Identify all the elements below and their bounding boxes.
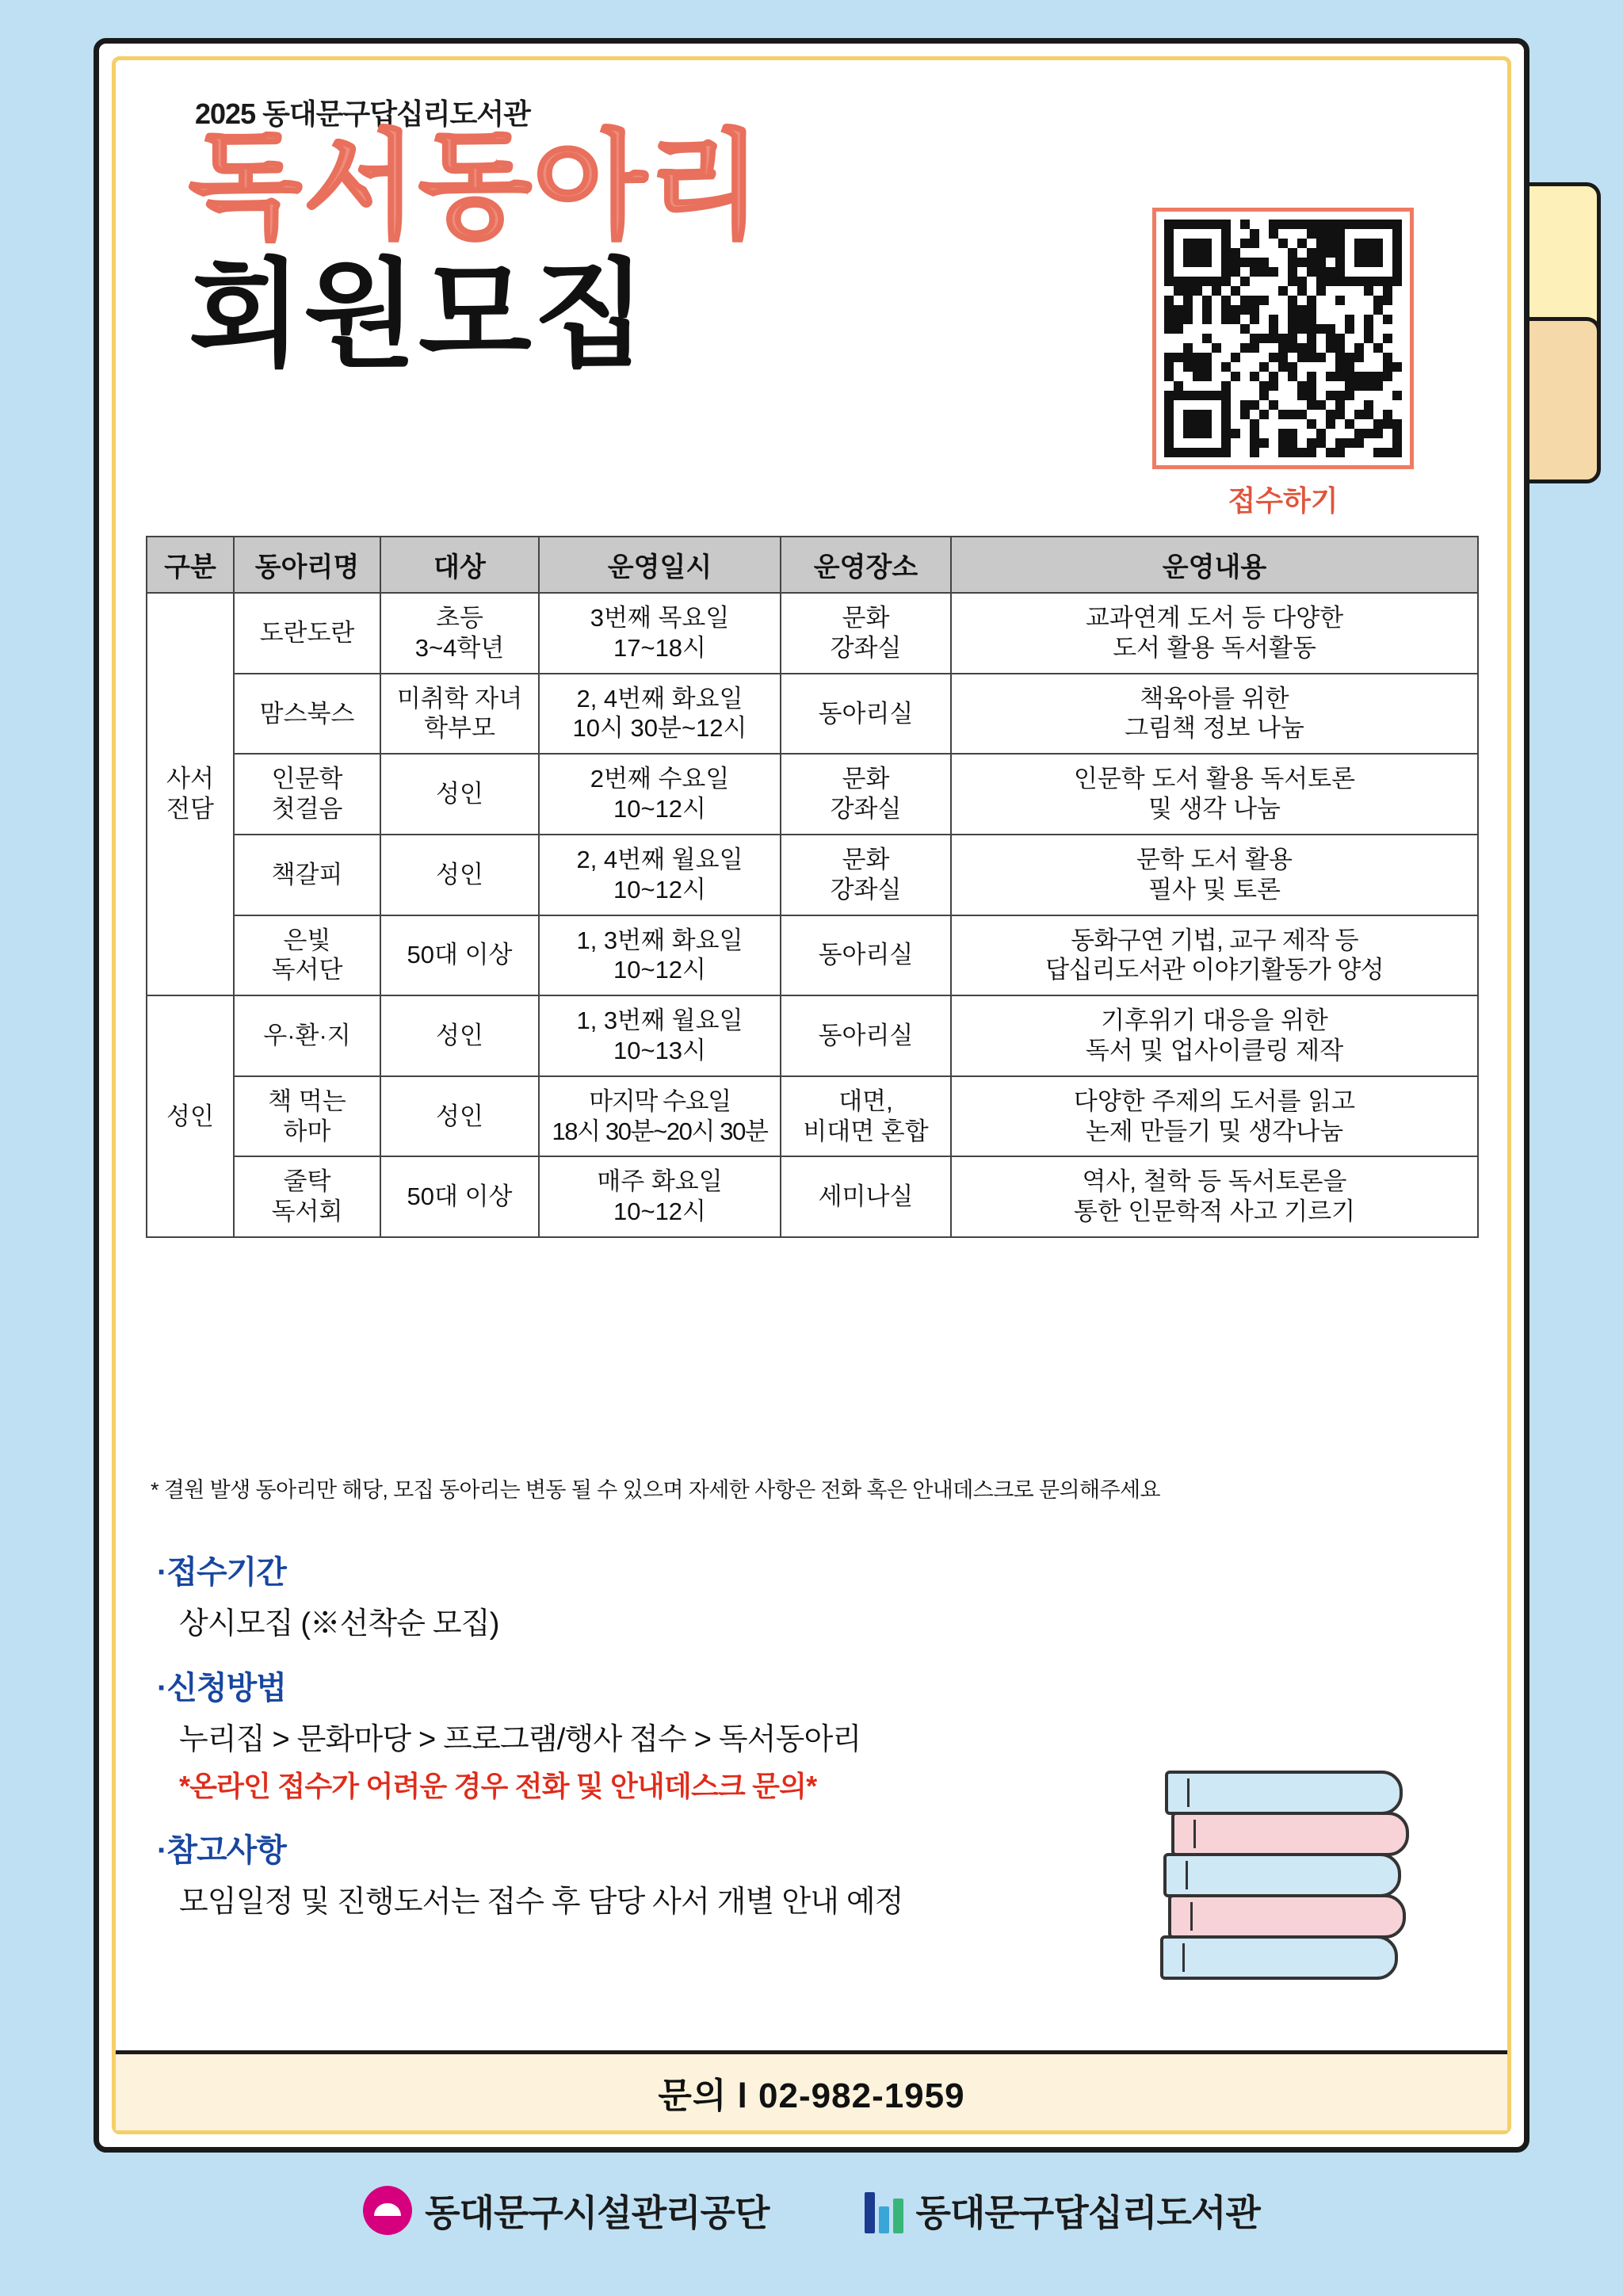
- info-body: 모임일정 및 진행도서는 접수 후 담당 사서 개별 안내 예정: [179, 1885, 903, 1919]
- cell-time: 1, 3번째 월요일 10~13시: [539, 995, 781, 1076]
- poster-title-line1: 독서동아리: [189, 121, 763, 252]
- poster-inner-frame: [112, 56, 1511, 2134]
- qr-code[interactable]: [1152, 208, 1414, 469]
- cell-time: 마지막 수요일 18시 30분~20시 30분: [539, 1076, 781, 1157]
- col-header-club: 동아리명: [234, 537, 380, 593]
- cell-content: 다양한 주제의 도서를 읽고 논제 만들기 및 생각나눔: [951, 1076, 1478, 1157]
- cell-place: 문화 강좌실: [781, 593, 951, 674]
- table-row: [147, 1076, 1478, 1157]
- info-section: [157, 1526, 1266, 1920]
- col-header-target: 대상: [380, 537, 539, 593]
- col-header-place: 운영장소: [781, 537, 951, 593]
- info-body: 상시모집 (※선착순 모집): [179, 1607, 499, 1641]
- poster-sheet: [94, 38, 1529, 2153]
- col-header-group: 구분: [147, 537, 234, 593]
- cell-target: 성인: [380, 835, 539, 915]
- cell-club: 은빛 독서단: [234, 915, 380, 996]
- cell-place: 동아리실: [781, 915, 951, 996]
- cell-group: 성인: [147, 995, 234, 1237]
- info-heading: ·접수기간: [157, 1555, 286, 1590]
- table-row: [147, 674, 1478, 755]
- cell-place: 동아리실: [781, 995, 951, 1076]
- cell-time: 1, 3번째 화요일 10~12시: [539, 915, 781, 996]
- table-row: [147, 1156, 1478, 1237]
- cell-club: 줄탁 독서회: [234, 1156, 380, 1237]
- cell-club: 인문학 첫걸음: [234, 754, 380, 835]
- cell-place: 동아리실: [781, 674, 951, 755]
- cell-place: 대면, 비대면 혼합: [781, 1076, 951, 1157]
- logo-facilities-corp: [363, 2184, 769, 2237]
- cell-place: 문화 강좌실: [781, 754, 951, 835]
- logo-row: [0, 2184, 1623, 2237]
- table-header-row: [147, 537, 1478, 593]
- cell-time: 3번째 목요일 17~18시: [539, 593, 781, 674]
- cell-content: 동화구연 기법, 교구 제작 등 답십리도서관 이야기활동가 양성: [951, 915, 1478, 996]
- facilities-corp-mark-icon: [363, 2186, 412, 2235]
- cell-target: 성인: [380, 995, 539, 1076]
- cell-target: 50대 이상: [380, 1156, 539, 1237]
- col-header-time: 운영일시: [539, 537, 781, 593]
- cell-target: 50대 이상: [380, 915, 539, 996]
- library-mark-icon: [865, 2187, 903, 2233]
- table-row: [147, 593, 1478, 674]
- contact-text: 문의 l 02-982-1959: [658, 2076, 965, 2115]
- qr-code-label: 접수하기: [1228, 484, 1338, 517]
- poster-title-line2: 회원모집: [189, 250, 648, 380]
- books-illustration: [1160, 1742, 1422, 1980]
- cell-place: 문화 강좌실: [781, 835, 951, 915]
- cell-club: 맘스북스: [234, 674, 380, 755]
- qr-code-pattern: [1164, 220, 1402, 457]
- library-name: 동대문구답십리도서관: [915, 2192, 1260, 2233]
- cell-content: 역사, 철학 등 독서토론을 통한 인문학적 사고 기르기: [951, 1156, 1478, 1237]
- schedule-table: [146, 536, 1479, 1238]
- cell-group: 사서 전담: [147, 593, 234, 995]
- info-body: 누리집 > 문화마당 > 프로그램/행사 접수 > 독서동아리: [179, 1723, 861, 1756]
- table-row: [147, 754, 1478, 835]
- cell-content: 책육아를 위한 그림책 정보 나눔: [951, 674, 1478, 755]
- contact-footer: [116, 2050, 1507, 2130]
- cell-club: 책갈피: [234, 835, 380, 915]
- facilities-corp-name: 동대문구시설관리공단: [425, 2192, 769, 2233]
- cell-time: 2번째 수요일 10~12시: [539, 754, 781, 835]
- cell-content: 교과연계 도서 등 다양한 도서 활용 독서활동: [951, 593, 1478, 674]
- cell-place: 세미나실: [781, 1156, 951, 1237]
- table-footnote: * 결원 발생 동아리만 해당, 모집 동아리는 변동 될 수 있으며 자세한 사항은 전화 혹은 안내데스크로 문의해주세요: [151, 1478, 1160, 1502]
- cell-content: 인문학 도서 활용 독서토론 및 생각 나눔: [951, 754, 1478, 835]
- table-row: [147, 835, 1478, 915]
- table-body: [147, 593, 1478, 1237]
- info-alert: *온라인 접수가 어려운 경우 전화 및 안내데스크 문의*: [179, 1770, 817, 1802]
- col-header-content: 운영내용: [951, 537, 1478, 593]
- table-row: [147, 995, 1478, 1076]
- cell-target: 미취학 자녀 학부모: [380, 674, 539, 755]
- cell-club: 우·환·지: [234, 995, 380, 1076]
- schedule-table-wrapper: [146, 536, 1479, 1238]
- cell-target: 성인: [380, 754, 539, 835]
- info-heading: ·신청방법: [157, 1671, 286, 1706]
- table-row: [147, 915, 1478, 996]
- cell-time: 매주 화요일 10~12시: [539, 1156, 781, 1237]
- cell-time: 2, 4번째 월요일 10~12시: [539, 835, 781, 915]
- cell-target: 성인: [380, 1076, 539, 1157]
- cell-target: 초등 3~4학년: [380, 593, 539, 674]
- info-heading: ·참고사항: [157, 1833, 286, 1868]
- poster-subtitle: 2025 동대문구답십리도서관: [195, 97, 530, 130]
- cell-club: 책 먹는 하마: [234, 1076, 380, 1157]
- cell-content: 문학 도서 활용 필사 및 토론: [951, 835, 1478, 915]
- cell-time: 2, 4번째 화요일 10시 30분~12시: [539, 674, 781, 755]
- logo-library: [865, 2184, 1260, 2237]
- cell-club: 도란도란: [234, 593, 380, 674]
- cell-content: 기후위기 대응을 위한 독서 및 업사이클링 제작: [951, 995, 1478, 1076]
